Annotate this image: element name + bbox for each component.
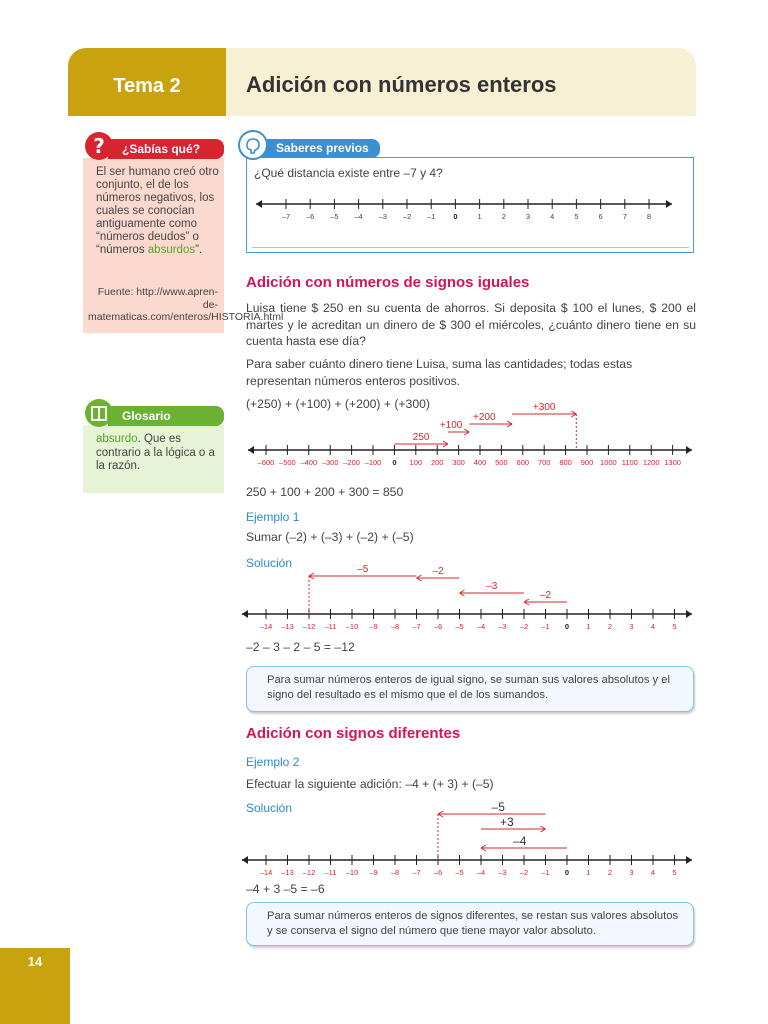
- section1-expression: (+250) + (+100) + (+200) + (+300): [246, 397, 430, 411]
- tick-label: 500: [495, 458, 508, 467]
- brain-icon: [238, 130, 268, 160]
- tick-label: –7: [412, 868, 421, 877]
- section1-result: 250 + 100 + 200 + 300 = 850: [246, 485, 404, 499]
- jump-label: –3: [486, 581, 498, 592]
- glosario-text: [96, 433, 222, 474]
- jump-label: +3: [499, 815, 514, 829]
- arrow-right-icon: [686, 610, 692, 618]
- rule2-box: Para sumar números enteros de signos diferentes, se restan sus valores absolutos y se conserva el signo del número que tiene mayor valor absoluto.: [246, 902, 694, 946]
- tick-label: 5: [672, 622, 677, 631]
- tick-label: 400: [473, 458, 487, 467]
- jump-label: +200: [473, 412, 496, 423]
- glosario-term: absurdo: [96, 433, 138, 445]
- tick-label: –13: [281, 622, 294, 631]
- tick-label: 1000: [600, 458, 617, 467]
- saberes-number-line: [252, 194, 676, 224]
- tick-label: 3: [525, 212, 531, 221]
- tick-label: –600: [257, 458, 275, 467]
- tick-label: –4: [354, 212, 363, 221]
- jump-label: +300: [532, 402, 556, 413]
- section2-heading: Adición con signos diferentes: [246, 725, 461, 742]
- tick-label: 3: [629, 868, 634, 877]
- tick-label: –11: [324, 868, 337, 877]
- tick-label: 4: [650, 868, 656, 877]
- jump-label: –2: [539, 590, 552, 601]
- tick-label: 4: [650, 622, 656, 631]
- tick-label: 900: [580, 458, 594, 467]
- solution1-label: Solución: [246, 556, 293, 570]
- tick-label: 800: [559, 458, 572, 467]
- tick-label: –2: [519, 622, 529, 631]
- tick-label: –7: [412, 622, 421, 631]
- tick-label: –2: [519, 868, 529, 877]
- jump-label: –4: [513, 834, 527, 848]
- example2-number-line: [240, 796, 698, 880]
- tick-label: 2: [501, 212, 506, 221]
- tick-label: 1: [586, 868, 591, 877]
- tick-label: –5: [330, 212, 339, 221]
- example2-label: Ejemplo 2: [246, 755, 300, 769]
- tick-label: 0: [453, 212, 458, 221]
- tick-label: –5: [455, 868, 464, 877]
- arrow-left-icon: [248, 446, 254, 454]
- tick-label: 5: [574, 212, 579, 221]
- tick-label: –1: [541, 622, 550, 631]
- tick-label: –14: [259, 622, 273, 631]
- sabias-text-b: ”.: [195, 244, 203, 256]
- example2-text: Efectuar la siguiente adición: –4 + (+ 3) + (–5): [246, 777, 494, 791]
- tick-label: 1300: [664, 458, 681, 467]
- arrow-left-icon: [242, 856, 248, 864]
- tick-label: 700: [537, 458, 551, 467]
- saberes-tab: Saberes previos: [258, 139, 380, 158]
- jump-label: –2: [432, 566, 444, 577]
- tick-label: 4: [550, 212, 555, 221]
- tick-label: –100: [364, 458, 382, 467]
- tick-label: 2: [607, 868, 613, 877]
- tick-label: 1: [586, 622, 591, 631]
- example1-label: Ejemplo 1: [246, 510, 300, 524]
- tick-label: –7: [281, 212, 291, 221]
- tick-label: –12: [302, 622, 316, 631]
- tick-label: –4: [476, 868, 486, 877]
- tick-label: 3: [629, 622, 634, 631]
- section1-explanation: Para saber cuánto dinero tiene Luisa, suma las cantidades; todas estas representan números enteros positivos.: [246, 357, 633, 388]
- tick-label: –4: [476, 622, 486, 631]
- sabias-tab: ¿Sabías qué?: [108, 139, 224, 159]
- arrow-left-icon: [242, 610, 248, 618]
- tick-label: 2: [607, 622, 613, 631]
- jump-label: +100: [439, 420, 463, 431]
- jump-label: –5: [491, 800, 505, 814]
- sabias-text: [96, 166, 220, 257]
- tick-label: –8: [390, 868, 400, 877]
- tick-label: 200: [430, 458, 444, 467]
- tick-label: 0: [392, 458, 397, 467]
- sabias-source: Fuente: http://www.apren-de-matematicas.com/enteros/HISTORIA.html: [88, 286, 284, 323]
- tick-label: 300: [452, 458, 465, 467]
- sabias-text-a: El ser humano creó otro conjunto, el de los números negativos, los cuales se conocían antiguamente como “números deudos” o “números: [96, 166, 219, 256]
- jump-label: 250: [412, 432, 430, 443]
- tick-label: –9: [369, 868, 378, 877]
- tick-label: –1: [541, 868, 550, 877]
- tick-label: –1: [427, 212, 436, 221]
- tick-label: 0: [564, 868, 570, 877]
- page-title: Adición con números enteros: [246, 72, 557, 97]
- page-number: 14: [27, 954, 43, 969]
- tick-label: –400: [300, 458, 318, 467]
- jump-label: –5: [357, 564, 369, 575]
- section1-problem: Luisa tiene $ 250 en su cuenta de ahorros. Si deposita $ 100 el lunes, $ 200 el martes y le acreditan un dinero de $ 300 el miércoles, ¿cuánto dinero tiene en su cuenta hasta ese día?: [246, 301, 696, 348]
- arrow-right-icon: [686, 856, 692, 864]
- book-icon: [84, 398, 114, 428]
- tick-label: 7: [622, 212, 627, 221]
- tick-label: 0: [564, 622, 570, 631]
- tick-label: 1100: [621, 458, 638, 467]
- sabias-highlight: absurdos: [147, 244, 196, 256]
- tick-label: 8: [646, 212, 652, 221]
- tick-label: –5: [455, 622, 464, 631]
- tick-label: –10: [345, 868, 359, 877]
- question-icon: [84, 131, 114, 161]
- tick-label: –3: [378, 212, 387, 221]
- tick-label: 100: [409, 458, 423, 467]
- solution2-label: Solución: [246, 801, 293, 815]
- tick-label: –10: [345, 622, 359, 631]
- arrow-left-icon: [256, 200, 262, 208]
- tick-label: –3: [498, 868, 507, 877]
- answer-line: [252, 247, 689, 248]
- svg-text:?: ?: [93, 134, 105, 158]
- glosario-tab: Glosario: [108, 406, 224, 426]
- tick-label: –500: [279, 458, 296, 467]
- section1-heading: Adición con números de signos iguales: [246, 274, 530, 291]
- tick-label: –6: [306, 212, 315, 221]
- tick-label: –300: [321, 458, 339, 467]
- tick-label: –12: [302, 868, 316, 877]
- tick-label: –11: [324, 622, 337, 631]
- tick-label: –14: [259, 868, 273, 877]
- tick-label: –13: [281, 868, 294, 877]
- example1-number-line: [240, 562, 698, 634]
- saberes-question: ¿Qué distancia existe entre –7 y 4?: [254, 166, 443, 180]
- tick-label: –8: [390, 622, 400, 631]
- tick-label: 1: [477, 212, 482, 221]
- tick-label: –6: [433, 868, 443, 877]
- tick-label: 1200: [642, 458, 660, 467]
- example2-result: –4 + 3 –5 = –6: [246, 882, 325, 896]
- tick-label: –3: [498, 622, 507, 631]
- savings-number-line: [246, 400, 696, 472]
- rule1-box: Para sumar números enteros de igual signo, se suman sus valores absolutos y el signo del resultado es el mismo que el de los sumandos.: [246, 666, 694, 712]
- tick-label: –6: [433, 622, 443, 631]
- arrow-right-icon: [666, 200, 672, 208]
- arrow-right-icon: [686, 446, 692, 454]
- glosario-definition: . Que es contrario a la lógica o a la razón.: [96, 433, 215, 472]
- tick-label: –9: [369, 622, 378, 631]
- tick-label: 6: [598, 212, 603, 221]
- tick-label: –2: [402, 212, 412, 221]
- example1-result: –2 – 3 – 2 – 5 = –12: [246, 640, 355, 654]
- tick-label: 600: [516, 458, 530, 467]
- tick-label: –200: [343, 458, 360, 467]
- example1-text: Sumar (–2) + (–3) + (–2) + (–5): [246, 530, 414, 544]
- tick-label: 5: [672, 868, 677, 877]
- tema-label: Tema 2: [113, 75, 181, 97]
